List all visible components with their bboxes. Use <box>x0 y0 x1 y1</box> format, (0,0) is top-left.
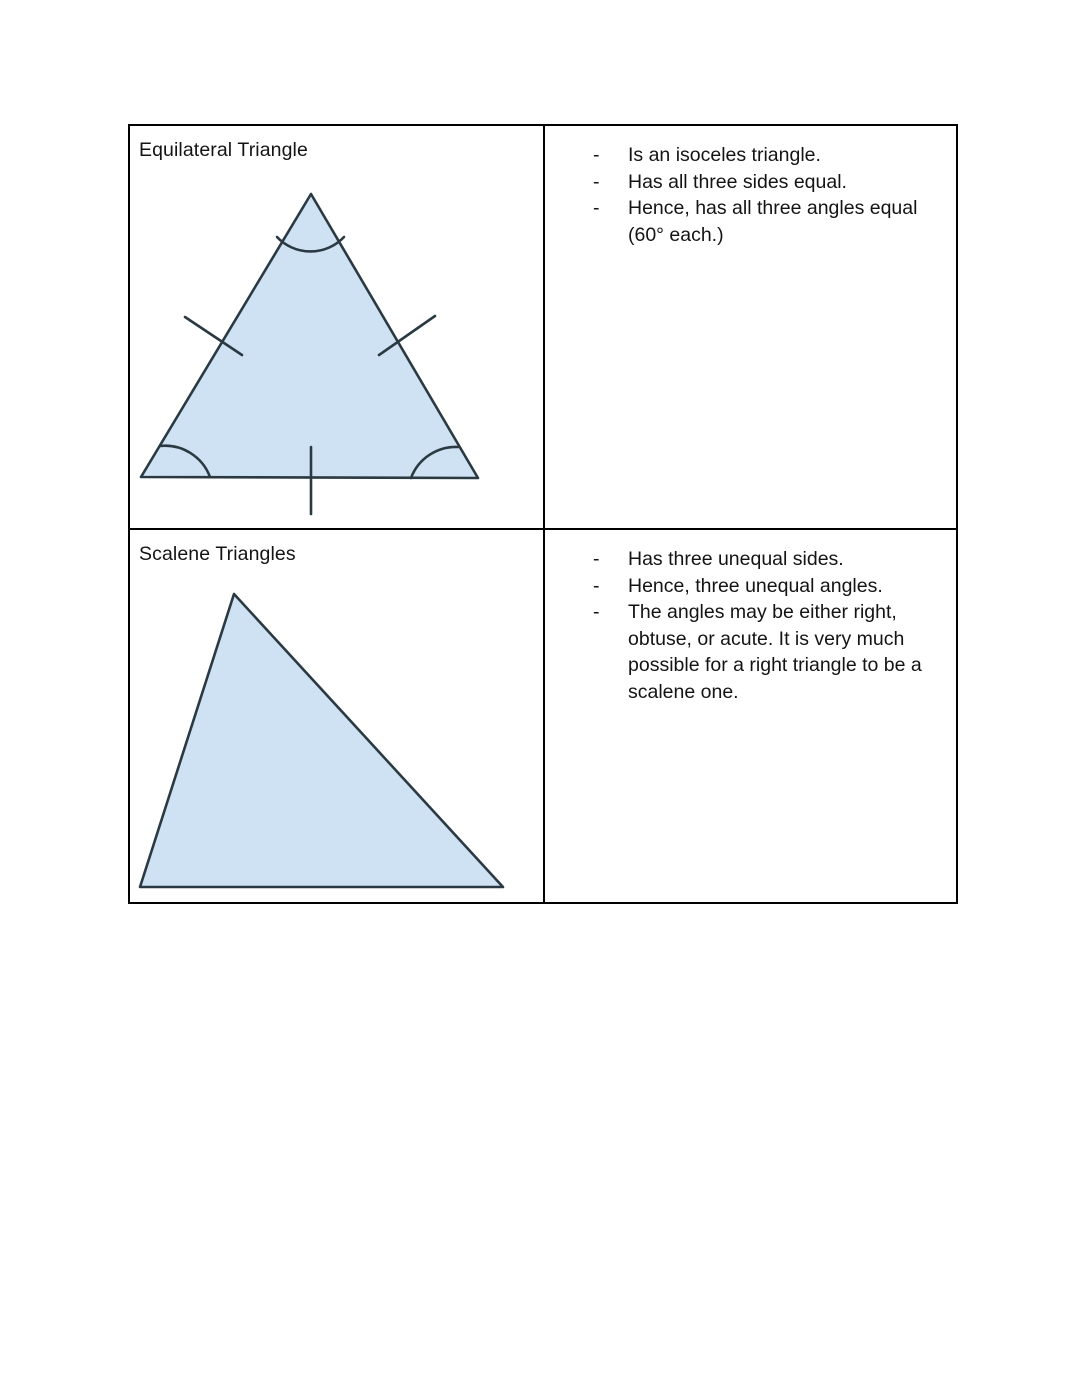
bullet-dash-icon: - <box>593 144 600 166</box>
bullet-dash-icon: - <box>593 197 600 219</box>
table-row <box>129 125 957 529</box>
list-item-text: Is an isoceles triangle. <box>628 144 821 166</box>
scalene-description-cell <box>544 529 957 903</box>
list-item-text: Has all three sides equal. <box>628 170 847 193</box>
list-item <box>545 169 946 196</box>
bullet-dash-icon: - <box>593 601 600 623</box>
list-item-text: Hence, three unequal angles. <box>628 574 883 597</box>
equilateral-triangle-label: Equilateral Triangle <box>139 139 308 161</box>
list-item <box>545 142 946 169</box>
scalene-triangle-label: Scalene Triangles <box>139 543 296 565</box>
list-item-text: The angles may be either right, obtuse, or acute. It is very much possible for a right triangle to be a scalene one. <box>628 601 922 703</box>
scalene-shape-cell <box>129 529 544 903</box>
equilateral-triangle-shape <box>141 194 478 478</box>
list-item-text: Has three unequal sides. <box>628 548 844 570</box>
triangle-types-table <box>128 124 958 904</box>
table-row <box>129 529 957 903</box>
scalene-bullet-list <box>545 530 956 705</box>
bullet-dash-icon: - <box>593 548 600 570</box>
list-item <box>545 599 946 705</box>
equilateral-triangle-diagram <box>130 126 541 524</box>
list-item <box>545 195 946 248</box>
scalene-triangle-shape <box>140 594 503 887</box>
bullet-dash-icon: - <box>593 170 600 193</box>
bullet-dash-icon: - <box>593 574 600 597</box>
list-item-text: Hence, has all three angles equal (60° each.) <box>628 197 918 246</box>
scalene-triangle-diagram <box>130 530 541 898</box>
equilateral-bullet-list <box>545 126 956 248</box>
equilateral-description-cell <box>544 125 957 529</box>
list-item <box>545 546 946 573</box>
equilateral-shape-cell <box>129 125 544 529</box>
list-item <box>545 573 946 600</box>
